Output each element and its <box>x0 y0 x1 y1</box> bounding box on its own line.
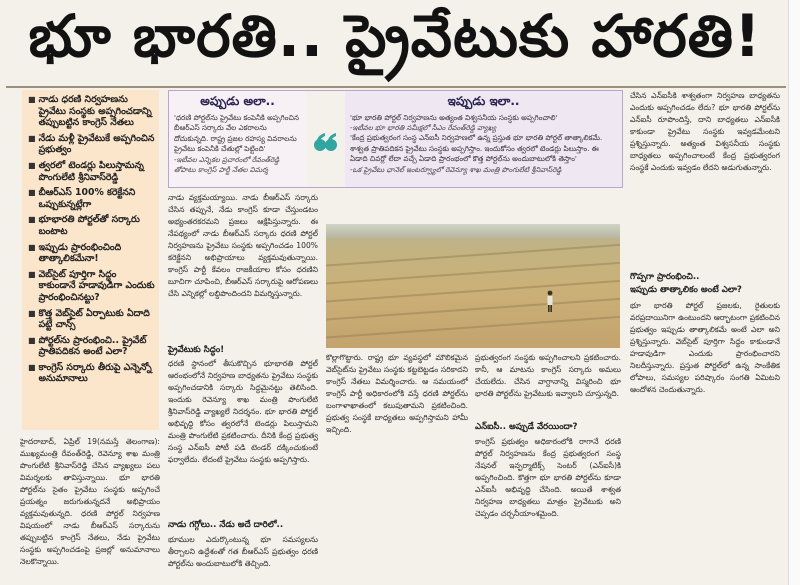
square-bullet-icon: ■ <box>28 160 36 170</box>
square-bullet-icon: ■ <box>28 308 36 318</box>
bullet-text: భూభారతి పోర్టల్‌తో సర్కారు బంటాట <box>38 214 140 237</box>
bullet-text: కాంగ్రెస్‌ సర్కారు తీరుపై ఎన్నెన్నో అనుమానాలు <box>38 361 152 385</box>
now-panel <box>345 91 622 187</box>
photo-sky <box>326 224 620 238</box>
bullet-item <box>28 133 155 156</box>
col3-paragraph: కొల్లాగొట్టారు. రాష్ట్ర భూ వ్యవస్థలో మౌలికమైన వెబ్‌సైట్‌ను ప్రైవేటు సంస్థకు కట్టబెట్టడం సరికాదని కాంగ్రెస్‌ నేతలు విమర్శించారు. ఆ సమయంలో కాంగ్రెస్‌ పార్టీ అధికారంలోకి వస్తే ధరణి పోర్టల్‌ను బంగాళాఖాతంలో కలుపుతామని ప్రకటించింది. ప్రభుత్వ సంస్థకే బాధ్యతలు అప్పగిస్తామని హామీ ఇచ్చింది. <box>326 353 468 434</box>
square-bullet-icon: ■ <box>28 242 36 252</box>
now-credit-2: -ఒక ప్రైవేటు ఛానెల్‌ ఇంటర్వ్యూలో రెవెన్యూ శాఖ మంత్రి పొంగులేటి శ్రీనివాస్‌రెడ్డి <box>350 165 562 174</box>
col2-paragraph-top: నాడు వ్యక్తమయ్యాయి. నాడు బీఆర్‌ఎస్‌ సర్కారు చేసిన తప్పునే, నేడు కాంగ్రెస్‌ కూడా చేస్తుండటం అభ్యంతరకరమని ప్రజలు ఆక్షేపిస్తున్నారు. ఈ నేపథ్యంలో నాడు బీఆర్‌ఎస్‌ సర్కారు ధరణి పోర్టల్‌ నిర్వహణను ప్రైవేటు సంస్థకు అప్పగించడం 100% కరెక్టేనని అభిప్రాయాలు వ్యక్తమవుతున్నాయి. కాంగ్రెస్‌ పార్టీ కేవలం రాజకీయాల కోసం ధరణిని బూచిగా చూపించి, బీఆర్‌ఎస్‌ సర్కారుపై ఆరోపణలు చేసి ఎన్నికల్లో లబ్దిపొందిందని విమర్శిస్తున్నారు. <box>168 193 318 298</box>
bullet-text: బీఆర్‌ఎస్‌ 100% కరెక్టేనని ఒప్పుకున్నట్లేగా <box>38 187 136 210</box>
bullet-item <box>28 335 155 358</box>
col4-paragraph-bottom: కాంగ్రెస్‌ ప్రభుత్వం అధికారంలోకి రాగానే ధరణి పోర్టల్‌ నిర్వహణను కేంద్ర ప్రభుత్వరంగ సంస్థ నేషనల్‌ ఇన్ఫర్మాటిక్స్‌ సెంటర్‌ (ఎన్‌ఐసీ)కి అప్పగించింది. కొత్తగా భూ భారతి పోర్టల్‌ను కూడా ఎన్‌ఐసీ అభివృద్ధి చేసింది. అయితే శాశ్వత నిర్వహణ బాధ్యతలు మాత్రం ప్రైవేటుకు అని చెప్పడం చర్చనీయాంశమైంది. <box>475 437 621 518</box>
square-bullet-icon: ■ <box>28 335 36 345</box>
quote-mark-icon <box>312 129 338 155</box>
col2-subhead-1: ప్రైవేటుకు సిద్ధం! <box>168 345 225 355</box>
bullet-item <box>28 187 155 210</box>
farm-field-photo <box>326 224 620 348</box>
bullet-text: నాడు ధరణి నిర్వహణను ప్రైవేటు సంస్థకు అప్పగించడాన్ని తప్పుబట్టిన కాంగ్రెస్‌ నేతలు <box>38 94 152 129</box>
then-credit: -ఇటీవల ఎన్నికల ప్రచారంలో రేవంత్‌రెడ్డి తోపాటు కాంగ్రెస్‌ పార్టీ నేతల విమర్శ <box>174 155 280 174</box>
bullet-text: కొత్త వెబ్‌సైట్‌ ఏర్పాటుకు ఏదాది పట్టే చాన్స్‌ <box>38 307 150 331</box>
bullet-text: వెబ్‌సైట్‌ పూర్తిగా సిద్ధం కాకుండానే హడావుడిగా ఎందుకు ప్రారంభించినట్టు? <box>38 268 155 303</box>
col2-paragraph-bottom: భూముల ఎదుర్కొంటున్న భూ సమస్యలను తీర్చాలని ఉద్దేశంతో గత బీఆర్‌ఎస్‌ ప్రభుత్వం ధరణి పోర్టల్‌ను అందుబాటులోకి తెచ్చింది. <box>168 535 318 568</box>
bullet-item <box>28 362 155 385</box>
now-credit-1: -ఇటీవల భూ భారతి సమీక్షలో సీఎం రేవంత్‌రెడ్డి వ్యాఖ్య <box>350 124 497 133</box>
square-bullet-icon: ■ <box>28 95 36 104</box>
bullet-text: పోర్టల్‌ను ప్రారంభించి.. ప్రైవేట్‌ ప్రాతిపదికన అంటే ఎలా? <box>38 334 147 358</box>
bullet-item <box>28 160 155 183</box>
adjacent-page-edge <box>788 0 800 585</box>
then-title: అప్పుడు అలా.. <box>200 94 275 108</box>
bullet-item <box>28 308 155 331</box>
headline-rule <box>6 86 786 88</box>
bullet-text: ఇప్పుడు ప్రారంభించింది తాత్కాలికమేనా! <box>38 241 122 265</box>
square-bullet-icon: ■ <box>28 188 36 198</box>
bullet-box <box>22 90 159 430</box>
headline: భూ భారతి.. ప్రైవేటుకు హారతి! <box>28 1 762 70</box>
col2-subhead-2: నాడు గగ్గోలు.. నేడు అదే దారిలో.. <box>168 520 284 530</box>
col5-paragraph-top: చేసిన ఎన్‌ఐసీకి శాశ్వతంగా నిర్వహణ బాధ్యతను ఎందుకు అప్పగించడం లేదు? భూ భారతి పోర్టల్‌ను ఎన్‌ఐసీ రూపొందిస్తే, దాని బాధ్యతలు ఎన్‌ఐసీకి కాకుండా ప్రైవేటు సంస్థకు ఇవ్వడమేంటని ప్రశ్నిస్తున్నారు. అత్యంత విశ్వసనీయ సంస్థకు బాధ్యతలు అప్పగించాలంటే కేంద్ర ప్రభుత్వరంగ సంస్థకే ఎందుకు ఇవ్వడం లేదని అడుగుతున్నారు. <box>630 91 780 172</box>
col5-paragraph-bottom: భూ భారతి పోర్టల్‌ ప్రజలకు, రైతులకు వరప్రదాయినిగా ఉంటుందని ఆర్భాటంగా ప్రకటించిన ప్రభుత్వం ఇప్పుడు తాత్కాలికమే అంటే ఎలా అని ప్రశ్నిస్తున్నారు. వెబ్‌సైట్‌ పూర్తిగా సిద్ధం కాకుండానే హడావుడిగా ఎందుకు ప్రారంభించారని నిలదీస్తున్నారు. ప్రస్తుత పోర్టల్‌లో ఉన్న సాంకేతిక లోపాలు, సమస్యల పరిష్కారం సంగతి ఏమిటని ఆందోళన చెందుతున్నారు. <box>630 301 780 394</box>
field-furrow <box>326 314 620 340</box>
bullet-item <box>28 242 155 265</box>
bullet-text: నేడు మళ్లీ ప్రైవేటుకే అప్పగించిన ప్రభుత్వం <box>38 132 155 156</box>
col5-subhead-1: గొప్పగా ప్రారంభించి.. <box>630 272 700 282</box>
lead-paragraph: హైదరాబాద్‌, ఏప్రిల్‌ 19(నమస్తే తెలంగాణ): ముఖ్యమంత్రి రేవంత్‌రెడ్డి, రెవెన్యూ శాఖ మంత్రి పొంగులేటి శ్రీనివాస్‌రెడ్డి చేసిన వ్యాఖ్యలు పలు విమర్శలకు తావిస్తున్నాయి. భూ భారతి పోర్టల్‌ను సైతం ప్రైవేటు సంస్థకు అప్పగించే ప్రయత్నం జరుగుతున్నదనే అభిప్రాయం వ్యక్తమవుతున్నది. ధరణి పోర్టల్‌ నిర్వహణ విషయంలో నాడు బీఆర్‌ఎస్‌ సర్కారును తప్పుబట్టిన కాంగ్రెస్‌ నేతలు, నేడు ప్రైవేటు సంస్థకు అప్పగించడంపై ప్రజల్లో అనుమానాలు నెలకొన్నాయి. <box>20 437 160 566</box>
bullet-item <box>28 214 155 237</box>
col4-paragraph-top: ప్రభుత్వరంగ సంస్థకు అప్పగించాలని ప్రకటించారు. కానీ, ఆ మాటను కాంగ్రెస్‌ సర్కారు అమలు చేయలేదు. చేసిన వాగ్దానాన్ని విస్మరించి భూ భారతి పోర్టల్‌ను ప్రైవేటుకు ఇవ్వాలని చూస్తున్నది. <box>475 353 621 398</box>
then-quote: 'ధరణి పోర్టల్‌ను ప్రైవేటు కంపెనీకి అప్పగించిన బీఆర్‌ఎస్‌ సర్కారు వేల ఎకరాలను దోచుకున్నది. రాష్ట్ర ప్రజల రహస్య వివరాలను ప్రైవేటు కంపెనీకి చేతుల్లో పెట్టింది' <box>174 113 299 154</box>
square-bullet-icon: ■ <box>28 362 36 372</box>
bullet-item <box>28 94 155 129</box>
then-panel <box>169 91 306 187</box>
square-bullet-icon: ■ <box>28 133 36 143</box>
bullet-item <box>28 269 155 304</box>
col5-subhead-2: ఇప్పుడు తాత్కాలికం అంటే ఎలా? <box>630 285 742 295</box>
now-quote-1: 'భూ భారతి పోర్టల్‌ నిర్వహణను అత్యంత విశ్వసనీయ సంస్థకు అప్పగించాలి' <box>350 113 558 122</box>
col4-subhead: ఎన్‌ఐసీ.. అప్పుడే వేరయిందా? <box>475 422 578 432</box>
col2-paragraph-mid: ధరణి స్థానంలో తీసుకొచ్చిన భూభారతి పోర్టల్‌ ఆరంభంలోనే నిర్వహణ బాధ్యతను ప్రైవేటు సంస్థకు అప్పగించడానికి సర్కారు సిద్ధమైనట్టు తెలిసింది. ఇందుకు రెవెన్యూ శాఖ మంత్రి పొంగులేటి శ్రీనివాస్‌రెడ్డి వ్యాఖ్యలే నిదర్శనం. భూ భారతి పోర్టల్‌ అభివృద్ధి కోసం త్వరలోనే టెండర్లు పిలుస్తామని మంత్రి పొంగులేటి ప్రకటించారు. దీనికి కేంద్ర ప్రభుత్వ సంస్థ ఎన్‌ఐసీ పోటీ పడి టెండర్‌ దక్కించుకుంటే ఫర్వాలేదు. లేదంటే ప్రైవేటు సంస్థకు అప్పగిస్తారు. <box>168 359 318 464</box>
farmer-figure-icon <box>546 290 554 312</box>
square-bullet-icon: ■ <box>28 269 36 279</box>
square-bullet-icon: ■ <box>28 215 36 225</box>
quote-compare-box <box>168 90 623 188</box>
now-quote-2: 'కేంద్ర ప్రభుత్వరంగ సంస్థ ఎన్‌ఐసీ నిర్వహణలో ఉన్న ప్రస్తుత భూ భారతి పోర్టల్‌ తాత్కాలికమే. శాశ్వత ప్రాతిపదికన ప్రైవేటు సంస్థకు అప్పగిస్తాం. ఇందుకోసం త్వరలో టెండర్లు పిలుస్తాం. ఈ ఏడాది చివర్లో లేదా వచ్చే ఏడాది ప్రారంభంలో కొత్త పోర్టల్‌ను అందుబాటులోకి తెస్తాం' <box>350 133 603 164</box>
bullet-text: త్వరలో టెండర్లు పిలుస్తామన్న పొంగులేటి శ్రీనివాస్‌రెడ్డి <box>38 159 144 183</box>
now-title: ఇప్పుడు ఇలా.. <box>447 94 520 108</box>
